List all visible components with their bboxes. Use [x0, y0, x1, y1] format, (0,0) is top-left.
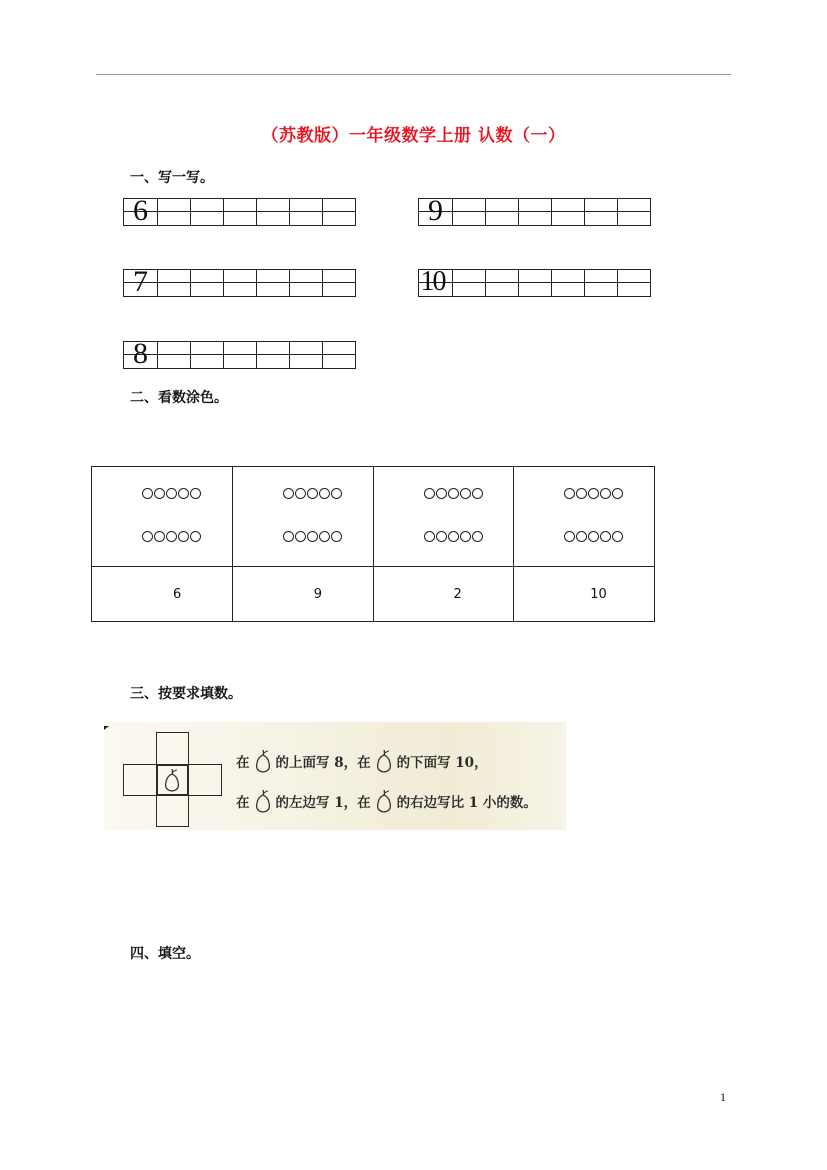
circle[interactable]	[331, 488, 342, 499]
circle[interactable]	[564, 488, 575, 499]
circle[interactable]	[307, 488, 318, 499]
circle[interactable]	[283, 488, 294, 499]
grid-cell[interactable]	[452, 270, 485, 296]
grid-digit: 7	[133, 265, 148, 298]
circle[interactable]	[588, 488, 599, 499]
grid-cell[interactable]	[256, 199, 289, 225]
cross-figure	[104, 722, 566, 830]
pear-icon	[162, 767, 182, 793]
circle[interactable]	[178, 488, 189, 499]
grid-digit: 10	[420, 266, 445, 297]
grid-cell[interactable]	[190, 342, 223, 368]
number-cell	[373, 567, 514, 622]
cross-box-right[interactable]	[187, 764, 222, 796]
grid-cell[interactable]	[157, 342, 190, 368]
circle[interactable]	[166, 488, 177, 499]
circle[interactable]	[600, 488, 611, 499]
circle[interactable]	[448, 488, 459, 499]
grid-cell[interactable]	[322, 199, 355, 225]
grid-cell[interactable]	[322, 270, 355, 296]
grid-cell[interactable]	[551, 199, 584, 225]
circle[interactable]	[460, 531, 471, 542]
circle[interactable]	[424, 488, 435, 499]
target-number: 10	[590, 587, 607, 602]
circle[interactable]	[612, 488, 623, 499]
grid-cell[interactable]	[124, 337, 157, 370]
section-heading-blank: 四、填空。	[130, 946, 200, 962]
grid-cell[interactable]	[223, 342, 256, 368]
circle[interactable]	[448, 531, 459, 542]
circle[interactable]	[600, 531, 611, 542]
circle-row	[142, 531, 201, 542]
instruction-text: 的下面写 10，	[396, 755, 488, 771]
writing-grid-7	[123, 265, 356, 298]
cross-box-left[interactable]	[123, 764, 158, 796]
circle[interactable]	[142, 531, 153, 542]
circle[interactable]	[436, 531, 447, 542]
circle[interactable]	[307, 531, 318, 542]
grid-cell[interactable]	[223, 199, 256, 225]
target-number: 6	[173, 587, 182, 602]
color-by-number-table	[91, 466, 655, 622]
grid-digit: 9	[428, 194, 443, 227]
instruction-text: 的左边写 1，在	[275, 795, 371, 811]
circle[interactable]	[564, 531, 575, 542]
section-heading-color: 二、看数涂色。	[130, 390, 228, 406]
grid-digit: 6	[133, 194, 148, 227]
grid-cell[interactable]	[157, 199, 190, 225]
pear-icon	[253, 748, 273, 774]
circle[interactable]	[190, 488, 201, 499]
scan-mark	[104, 726, 109, 730]
number-cell	[92, 567, 233, 622]
circle[interactable]	[283, 531, 294, 542]
grid-cell[interactable]	[419, 266, 452, 297]
grid-cell[interactable]	[157, 270, 190, 296]
pear-icon	[253, 788, 273, 814]
instruction-line-1	[236, 748, 488, 774]
grid-cell[interactable]	[223, 270, 256, 296]
circle[interactable]	[612, 531, 623, 542]
circle-row	[142, 488, 201, 499]
circle[interactable]	[178, 531, 189, 542]
instruction-text: 在	[236, 795, 250, 811]
circle-row	[283, 531, 342, 542]
grid-cell[interactable]	[419, 194, 452, 227]
grid-cell[interactable]	[551, 270, 584, 296]
writing-grid-8	[123, 337, 356, 370]
circle[interactable]	[319, 488, 330, 499]
grid-cell[interactable]	[452, 199, 485, 225]
circle[interactable]	[142, 488, 153, 499]
cross-box-center	[156, 764, 189, 796]
circle[interactable]	[472, 531, 483, 542]
grid-cell[interactable]	[485, 199, 518, 225]
circle-row	[564, 488, 623, 499]
target-number: 9	[313, 587, 323, 602]
circle[interactable]	[460, 488, 471, 499]
grid-cell[interactable]	[190, 270, 223, 296]
circle[interactable]	[166, 531, 177, 542]
grid-cell[interactable]	[518, 270, 551, 296]
pear-icon	[374, 788, 394, 814]
section-heading-write: 一、写一写。	[130, 170, 214, 186]
page-number: 1	[720, 1090, 726, 1104]
grid-cell[interactable]	[518, 199, 551, 225]
circle-row	[424, 531, 483, 542]
grid-cell[interactable]	[289, 342, 322, 368]
grid-cell[interactable]	[256, 342, 289, 368]
pear-icon	[374, 748, 394, 774]
instruction-line-2	[236, 788, 537, 814]
writing-grid-6	[123, 194, 356, 227]
cross-box-top[interactable]	[156, 732, 189, 766]
circle[interactable]	[588, 531, 599, 542]
section-heading-fill: 三、按要求填数。	[130, 686, 242, 702]
header-rule	[96, 74, 731, 75]
circle[interactable]	[295, 531, 306, 542]
grid-cell[interactable]	[124, 194, 157, 227]
instruction-text: 的右边写比 1 小的数。	[396, 795, 537, 811]
circles-cell	[514, 467, 655, 567]
grid-cell[interactable]	[584, 199, 617, 225]
target-number: 2	[453, 587, 462, 602]
grid-cell[interactable]	[190, 199, 223, 225]
circle-row	[283, 488, 342, 499]
number-cell	[514, 567, 655, 622]
circle-row	[564, 531, 623, 542]
circle[interactable]	[331, 531, 342, 542]
circle[interactable]	[576, 488, 587, 499]
circle[interactable]	[154, 531, 165, 542]
writing-grid-10	[418, 266, 651, 297]
instruction-text: 在	[236, 755, 250, 771]
grid-cell[interactable]	[617, 270, 650, 296]
grid-cell[interactable]	[322, 342, 355, 368]
circle[interactable]	[190, 531, 201, 542]
grid-digit: 8	[133, 337, 148, 370]
circle-row	[424, 488, 483, 499]
circle[interactable]	[472, 488, 483, 499]
number-cell	[232, 567, 373, 622]
writing-grid-9	[418, 194, 651, 227]
grid-cell[interactable]	[124, 265, 157, 298]
cross-box-bottom[interactable]	[156, 794, 189, 827]
circles-cell	[373, 467, 514, 567]
circles-cell	[92, 467, 233, 567]
circle[interactable]	[154, 488, 165, 499]
circle[interactable]	[295, 488, 306, 499]
grid-cell[interactable]	[289, 270, 322, 296]
circle[interactable]	[424, 531, 435, 542]
grid-cell[interactable]	[289, 199, 322, 225]
instruction-text: 的上面写 8，在	[275, 755, 371, 771]
grid-cell[interactable]	[617, 199, 650, 225]
grid-cell[interactable]	[485, 270, 518, 296]
grid-cell[interactable]	[256, 270, 289, 296]
page-title: （苏教版）一年级数学上册 认数（一）	[261, 126, 566, 146]
circle[interactable]	[436, 488, 447, 499]
circle[interactable]	[319, 531, 330, 542]
grid-cell[interactable]	[584, 270, 617, 296]
circle[interactable]	[576, 531, 587, 542]
circles-cell	[232, 467, 373, 567]
